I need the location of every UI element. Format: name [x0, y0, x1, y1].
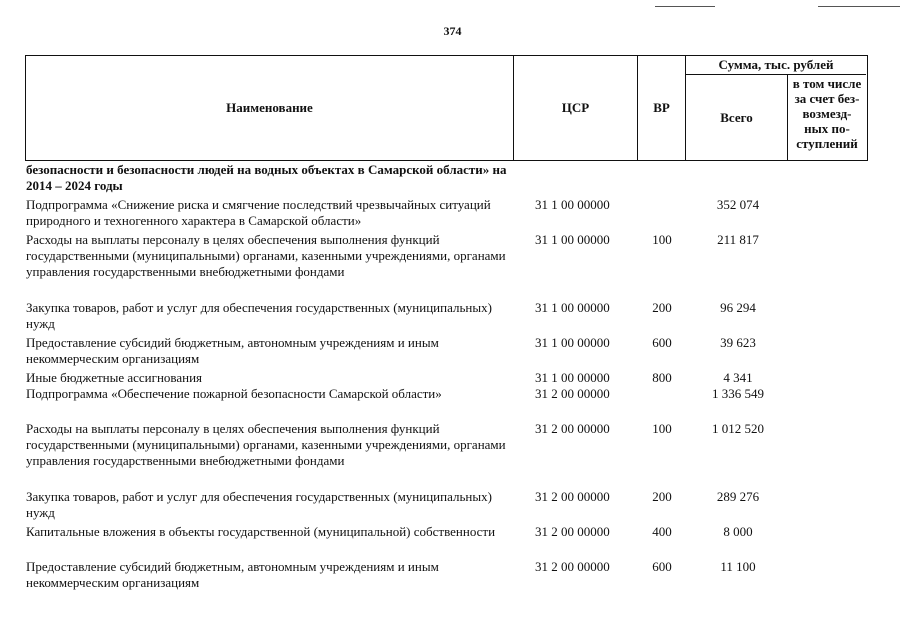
table-row: [26, 421, 866, 468]
row-vr: 100: [652, 232, 672, 247]
row-vr: 200: [652, 489, 672, 504]
table-row: [26, 489, 866, 520]
row-vr: 400: [652, 524, 672, 539]
page-number: 374: [443, 24, 462, 38]
row-vr: 200: [652, 300, 672, 315]
row-csr: 31 2 00 00000: [535, 489, 610, 504]
table-row: [26, 524, 866, 539]
row-total: 11 100: [720, 559, 756, 574]
row-csr: 31 1 00 00000: [535, 197, 610, 212]
row-total: 1 336 549: [712, 386, 764, 401]
row-total: 211 817: [717, 232, 759, 247]
header-divider: [685, 74, 866, 75]
scan-edge-line: [818, 6, 900, 7]
table-row: [26, 162, 866, 193]
table-row: [26, 300, 866, 331]
row-total: 39 623: [720, 335, 756, 350]
table-row: [26, 370, 866, 385]
table-row: [26, 335, 866, 366]
scan-edge-line: [655, 6, 715, 7]
table-row: [26, 386, 866, 401]
header-csr: ЦСР: [561, 100, 590, 115]
table-row: [26, 232, 866, 279]
row-vr: 100: [652, 421, 672, 436]
row-name: Закупка товаров, работ и услуг для обеспечения государственных (муниципальных) нужд: [26, 300, 492, 331]
row-vr: 600: [652, 559, 672, 574]
header-incl-line: ступлений: [796, 136, 858, 151]
row-total: 352 074: [716, 197, 760, 212]
row-csr: 31 2 00 00000: [535, 559, 610, 574]
row-csr: 31 1 00 00000: [535, 232, 610, 247]
row-name: Иные бюджетные ассигнования: [26, 370, 203, 385]
row-name: Подпрограмма «Обеспечение пожарной безопасности Самарской области»: [26, 386, 442, 401]
row-csr: 31 2 00 00000: [535, 386, 610, 401]
header-name: Наименование: [226, 100, 313, 115]
row-name: Расходы на выплаты персоналу в целях обеспечения выполнения функций государственными (муниципальными) органами, казенными учреждениями, органами управления государственными внебюджетными фондами: [26, 421, 506, 468]
row-csr: 31 2 00 00000: [535, 421, 610, 436]
row-vr: 800: [652, 370, 672, 385]
row-total: 1 012 520: [712, 421, 764, 436]
row-name: Предоставление субсидий бюджетным, автономным учреждениям и иным некоммерческим организациям: [26, 559, 439, 590]
row-csr: 31 1 00 00000: [535, 300, 610, 315]
row-name: Предоставление субсидий бюджетным, автономным учреждениям и иным некоммерческим организациям: [26, 335, 439, 366]
row-total: 289 276: [716, 489, 760, 504]
header-incl-line: ных по-: [804, 121, 850, 136]
header-incl: [788, 76, 866, 151]
header-vr: ВР: [653, 100, 670, 115]
row-name: Подпрограмма «Снижение риска и смягчение последствий чрезвычайных ситуаций природного и техногенного характера в Самарской области»: [26, 197, 491, 228]
row-name: Капитальные вложения в объекты государственной (муниципальной) собственности: [26, 524, 496, 539]
header-total: Всего: [720, 110, 753, 125]
row-csr: 31 2 00 00000: [535, 524, 610, 539]
row-name: Расходы на выплаты персоналу в целях обеспечения выполнения функций государственными (муниципальными) органами, казенными учреждениями, органами управления государственными внебюджетными фондами: [26, 232, 506, 279]
header-incl-line: возмезд-: [802, 106, 852, 121]
row-name: Закупка товаров, работ и услуг для обеспечения государственных (муниципальных) нужд: [26, 489, 492, 520]
header-incl-line: в том числе: [792, 76, 862, 91]
row-total: 4 341: [723, 370, 753, 385]
row-csr: 31 1 00 00000: [535, 335, 610, 350]
header-sum-group: Сумма, тыс. рублей: [718, 57, 834, 72]
row-total: 96 294: [720, 300, 756, 315]
table-row: [26, 559, 866, 590]
row-total: 8 000: [723, 524, 753, 539]
header-incl-line: за счет без-: [794, 91, 860, 106]
table-row: [26, 197, 866, 228]
row-vr: 600: [652, 335, 672, 350]
row-csr: 31 1 00 00000: [535, 370, 610, 385]
row-name: безопасности и безопасности людей на водных объектах в Самарской области» на 2014 – 2024 годы: [26, 162, 507, 193]
